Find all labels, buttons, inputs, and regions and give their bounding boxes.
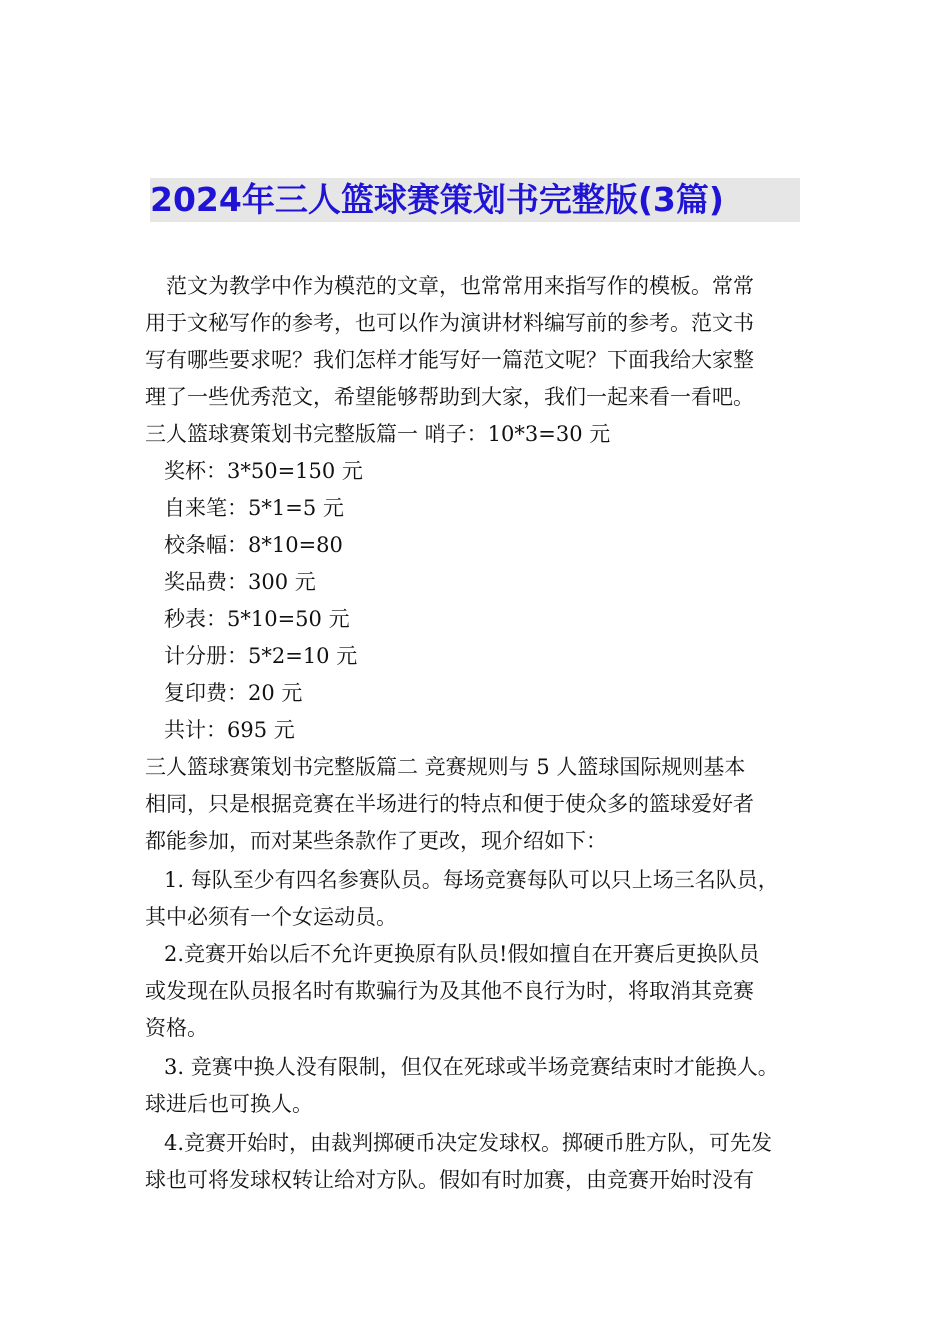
budget-total: 共计：695 元 xyxy=(164,718,295,742)
rule-item: 2.竞赛开始以后不允许更换原有队员!假如擅自在开赛后更换队员 xyxy=(164,942,760,966)
rule-item: 3. 竞赛中换人没有限制，但仅在死球或半场竞赛结束时才能换人。 xyxy=(164,1055,779,1079)
budget-item: 奖杯：3*50=150 元 xyxy=(164,459,363,483)
paragraph-line: 用于文秘写作的参考，也可以作为演讲材料编写前的参考。范文书 xyxy=(145,311,754,335)
paragraph-line: 相同，只是根据竞赛在半场进行的特点和便于使众多的篮球爱好者 xyxy=(145,792,754,816)
budget-item: 奖品费：300 元 xyxy=(164,570,316,594)
rule-item-continuation: 球也可将发球权转让给对方队。假如有时加赛，由竞赛开始时没有 xyxy=(145,1168,754,1192)
section-heading-line: 三人篮球赛策划书完整版篇二 竞赛规则与 5 人篮球国际规则基本 xyxy=(145,755,746,779)
paragraph-line: 写有哪些要求呢？我们怎样才能写好一篇范文呢？下面我给大家整 xyxy=(145,348,754,372)
paragraph-line: 都能参加，而对某些条款作了更改，现介绍如下： xyxy=(145,829,607,853)
rule-item-continuation: 资格。 xyxy=(145,1016,208,1040)
paragraph-line: 理了一些优秀范文，希望能够帮助到大家，我们一起来看一看吧。 xyxy=(145,385,754,409)
budget-item: 秒表：5*10=50 元 xyxy=(164,607,350,631)
document-title: 2024年三人篮球赛策划书完整版(3篇) xyxy=(150,178,800,222)
paragraph-line: 范文为教学中作为模范的文章，也常常用来指写作的模板。常常 xyxy=(166,274,754,298)
budget-item: 计分册：5*2=10 元 xyxy=(164,644,358,668)
rule-item-continuation: 球进后也可换人。 xyxy=(145,1092,313,1116)
budget-item: 校条幅：8*10=80 xyxy=(164,533,343,557)
budget-item: 自来笔：5*1=5 元 xyxy=(164,496,344,520)
rule-item-continuation: 或发现在队员报名时有欺骗行为及其他不良行为时，将取消其竞赛 xyxy=(145,979,754,1003)
section-heading-line: 三人篮球赛策划书完整版篇一 哨子：10*3=30 元 xyxy=(145,422,611,446)
rule-item: 1. 每队至少有四名参赛队员。每场竞赛每队可以只上场三名队员， xyxy=(164,868,779,892)
rule-item: 4.竞赛开始时，由裁判掷硬币决定发球权。掷硬币胜方队，可先发 xyxy=(164,1131,773,1155)
budget-item: 复印费：20 元 xyxy=(164,681,303,705)
rule-item-continuation: 其中必须有一个女运动员。 xyxy=(145,905,397,929)
